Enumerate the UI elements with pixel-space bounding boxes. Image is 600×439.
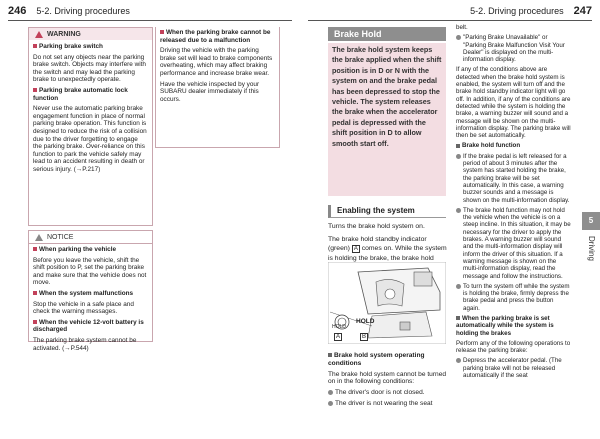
illustration-callout-b: B bbox=[362, 334, 367, 340]
bullet-square-icon bbox=[456, 144, 460, 148]
bullet-dot-icon bbox=[456, 208, 461, 213]
bullet-dot-icon bbox=[328, 401, 333, 406]
right-header-rule bbox=[308, 20, 592, 21]
right-bullet: "Parking Brake Unavailable" or "Parking Brake Malfunction Visit Your Dealer" is displayed on the multi-information display. bbox=[456, 34, 572, 63]
right-heading: When the parking brake is set automatically while the system is holding the brakes bbox=[456, 314, 554, 337]
enabling-section-title: Enabling the system bbox=[328, 205, 446, 218]
operating-conditions-heading: Brake hold system operating conditions bbox=[328, 352, 425, 367]
right-text: If any of the conditions above are detected when the brake hold system is enabled, the system will turn off and the brake hold standby indicator light will go off. In addition, if any of the conditions are detected while the system is holding the brake, a warning buzzer will sound and a message will be shown on the multi-information display. The parking brake will then be set automatically. bbox=[456, 66, 571, 140]
left-page-number: 246 bbox=[8, 5, 27, 17]
bullet-square-icon bbox=[33, 88, 37, 92]
bullet-dot-icon bbox=[456, 154, 461, 159]
right-text: belt. bbox=[456, 24, 468, 31]
enabling-text: Turns the brake hold system on. bbox=[328, 223, 425, 230]
condition-bullet: The driver is not wearing the seat bbox=[328, 400, 452, 408]
notice-heading: When parking the vehicle bbox=[33, 246, 150, 254]
right-bullet: The brake hold function may not hold the vehicle when the vehicle is on a steep incline. In this situation, it may be necessary for the driver to apply the brakes. A warning buzzer will sound and the multi-information display will inform the driver of this situation. If a warning message is shown on the multi-information display, read the message and follow the instructions. bbox=[456, 207, 572, 280]
right-bullet: If the brake pedal is left released for a period of about 3 minutes after the system has started holding the brake, the parking brake will be set automatically. In this case, a warning buzzer sounds and a message is shown on the multi-information display. bbox=[456, 153, 572, 204]
bullet-dot-icon bbox=[328, 390, 333, 395]
notice-body bbox=[33, 246, 150, 355]
bullet-dot-icon bbox=[456, 284, 461, 289]
warning-text: Driving the vehicle with the parking brake set will lead to brake components overheating, which may affect braking performance and increase brake wear. bbox=[160, 47, 273, 77]
notice-header bbox=[29, 231, 152, 244]
notice-icon bbox=[35, 234, 43, 241]
illustration-hold-label-2: HOLD bbox=[356, 318, 375, 325]
bullet-square-icon bbox=[33, 291, 37, 295]
left-section-title: 5-2. Driving procedures bbox=[36, 6, 130, 16]
right-bullet: Depress the accelerator pedal. (The parking brake will not be released automatically if the seat bbox=[456, 357, 572, 379]
brake-hold-summary: The brake hold system keeps the brake applied when the shift position is in D or N with the system on and the brake pedal has been depressed to stop the vehicle. The system releases the brake when the accelerator pedal is depressed with the shift position in D to allow smooth start off. bbox=[328, 43, 446, 196]
bullet-square-icon bbox=[456, 316, 460, 320]
bullet-square-icon bbox=[160, 30, 164, 34]
warning-text: Never use the automatic parking brake engagement function in place of normal parking brake operation. This function is designed to reduce the risk of a collision due to the driver forgetting to engage the parking brake. Over-reliance on this function to park the vehicle safely may lead to an accident resulting in death or serious injury. (→P.217) bbox=[33, 105, 147, 173]
bullet-dot-icon bbox=[456, 35, 461, 40]
brake-hold-illustration bbox=[328, 262, 446, 344]
standby-text: The brake hold standby indicator (green) A comes on. While the system is holding the brake, the brake hold bbox=[328, 235, 448, 283]
right-page-number: 247 bbox=[573, 5, 592, 17]
brake-hold-title: Brake Hold bbox=[328, 27, 446, 41]
illustration-callout-a: A bbox=[336, 334, 341, 340]
warning-heading: Parking brake automatic lock function bbox=[33, 86, 128, 102]
warning-icon bbox=[35, 31, 43, 38]
operating-conditions bbox=[328, 352, 452, 411]
warning-heading: When the parking brake cannot be released due to a malfunction bbox=[160, 29, 271, 44]
warning-heading: Parking brake switch bbox=[33, 43, 148, 51]
right-section-title: 5-2. Driving procedures bbox=[470, 6, 564, 16]
warning-body bbox=[33, 43, 148, 177]
right-page-header bbox=[470, 4, 592, 18]
left-page-header bbox=[8, 4, 130, 18]
callout-a: A bbox=[353, 246, 358, 252]
warning-header bbox=[29, 28, 152, 40]
notice-heading: When the system malfunctions bbox=[33, 290, 150, 298]
right-column bbox=[456, 24, 572, 382]
condition-bullet: The driver's door is not closed. bbox=[328, 389, 452, 397]
operating-conditions-text: The brake hold system cannot be turned on in the following conditions: bbox=[328, 370, 447, 386]
chapter-tab-label: Driving bbox=[587, 236, 596, 261]
illustration-hold-label: HOLD bbox=[332, 324, 346, 330]
warning-text: Do not set any objects near the parking brake switch. Objects may interfere with the switch and may lead the parking brake to unexpectedly operate. bbox=[33, 53, 146, 84]
notice-box bbox=[28, 230, 153, 352]
warning-box bbox=[28, 27, 153, 226]
right-bullet: To turn the system off while the system is holding the brake, firmly depress the brake pedal and press the button again. bbox=[456, 283, 572, 312]
right-text: Perform any of the following operations to release the parking brake: bbox=[456, 339, 571, 355]
bullet-dot-icon bbox=[456, 358, 461, 363]
notice-title: NOTICE bbox=[47, 233, 74, 241]
bullet-square-icon bbox=[33, 247, 37, 251]
right-heading: Brake hold function bbox=[456, 142, 572, 149]
notice-heading: When the vehicle 12-volt battery is discharged bbox=[33, 318, 144, 334]
warning-continued-body bbox=[160, 29, 275, 106]
notice-text: Before you leave the vehicle, shift the shift position to P, set the parking brake and make sure that the vehicle does not move. bbox=[33, 256, 147, 287]
dashboard-illustration-icon bbox=[328, 262, 446, 344]
warning-text: Have the vehicle inspected by your SUBARU dealer immediately if this occurs. bbox=[160, 80, 260, 103]
bullet-square-icon bbox=[33, 320, 37, 324]
left-header-rule bbox=[8, 20, 292, 21]
notice-text: The parking brake system cannot be activated. (→P.544) bbox=[33, 336, 137, 352]
bullet-square-icon bbox=[328, 353, 332, 357]
warning-title: WARNING bbox=[47, 30, 81, 38]
chapter-tab: 5 bbox=[582, 212, 600, 230]
warning-continued-box bbox=[155, 27, 280, 148]
notice-text: Stop the vehicle in a safe place and check the warning messages. bbox=[33, 300, 134, 316]
bullet-square-icon bbox=[33, 44, 37, 48]
